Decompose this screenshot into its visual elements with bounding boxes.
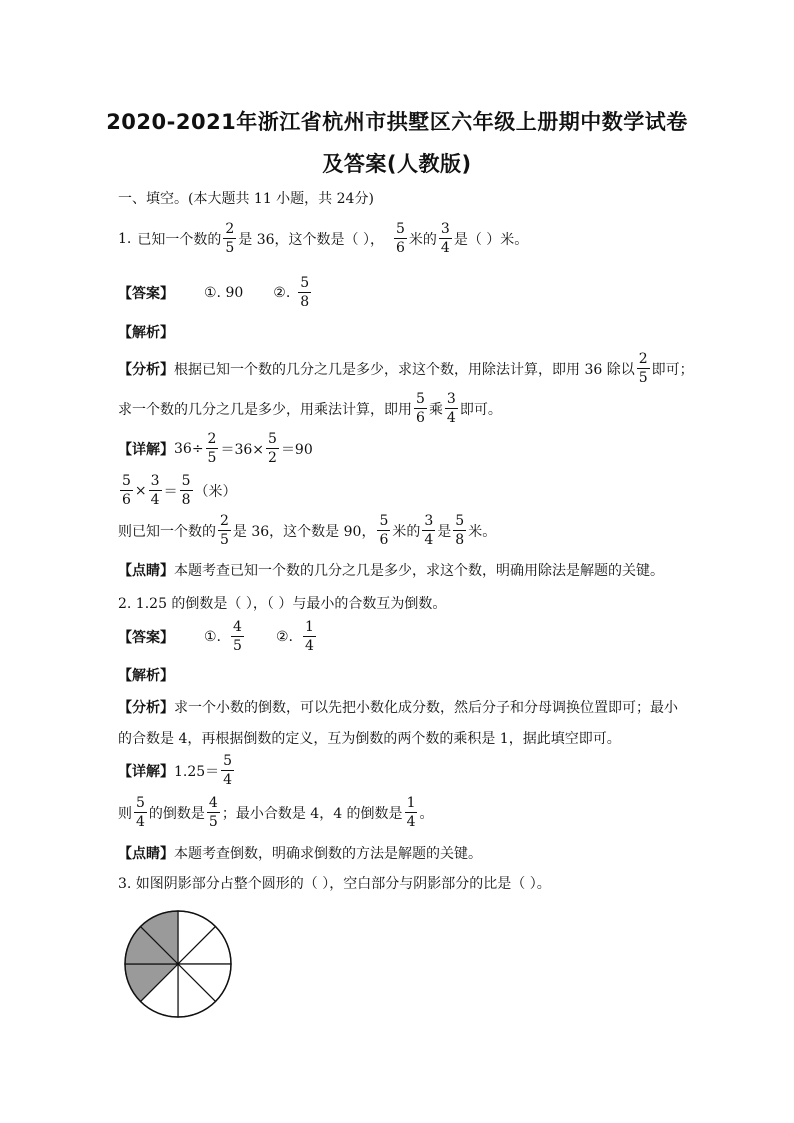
numerator: 1 <box>304 619 314 635</box>
fraction <box>439 222 452 255</box>
dianjing-text: 本题考查倒数，明确求倒数的方法是解题的关键。 <box>174 846 482 862</box>
detail-label: 【详解】 <box>118 763 174 780</box>
q2-fenxi-line1 <box>118 697 678 717</box>
numerator: 3 <box>424 513 434 529</box>
denominator: 8 <box>455 532 465 548</box>
document-title-line2: 及答案(人教版) <box>322 152 472 176</box>
detail-text: 。 <box>419 805 434 822</box>
q1-fenxi-line1 <box>118 352 694 385</box>
q1-analysis-label: 【解析】 <box>118 325 174 341</box>
detail-text: × <box>134 482 147 499</box>
numerator: 5 <box>396 221 405 237</box>
q2-analysis-label: 【解析】 <box>118 668 174 684</box>
q1-text: 是（ ）米。 <box>453 231 529 248</box>
numerator: 4 <box>233 619 242 635</box>
q2-fenxi-line2: 的合数是 4，再根据倒数的定义，互为倒数的两个数的乘积是 1，据此填空即可。 <box>118 731 621 747</box>
fraction <box>266 432 279 465</box>
fenxi-text: 根据已知一个数的几分之几是多少，求这个数，用除法计算，即用 36 除以 <box>174 361 635 378</box>
fraction <box>453 514 466 547</box>
fraction <box>180 474 193 507</box>
denominator: 4 <box>424 532 434 548</box>
numerator: 2 <box>220 513 229 529</box>
denominator: 6 <box>379 532 389 548</box>
q1-answer <box>118 276 313 309</box>
fenxi-text: 乘 <box>428 401 443 418</box>
numerator: 5 <box>181 473 191 489</box>
fraction <box>298 276 311 309</box>
q1-detail-line1 <box>118 432 313 465</box>
numerator: 3 <box>446 391 456 407</box>
denominator: 5 <box>208 814 218 830</box>
fraction <box>414 392 427 425</box>
fraction <box>231 620 244 653</box>
q1-fenxi-line2 <box>118 392 502 425</box>
q2-dianjing <box>118 843 482 863</box>
denominator: 5 <box>220 532 229 548</box>
denominator: 4 <box>440 240 450 256</box>
denominator: 6 <box>416 410 425 426</box>
fraction <box>405 796 418 829</box>
detail-text: ；最小合数是 4，4 的倒数是 <box>221 805 403 822</box>
denominator: 5 <box>207 450 217 466</box>
fraction <box>223 222 236 255</box>
numerator: 5 <box>136 795 145 811</box>
fraction <box>422 514 435 547</box>
fraction <box>445 392 458 425</box>
denominator: 8 <box>181 492 191 508</box>
q2-detail-line1 <box>118 754 236 787</box>
denominator: 4 <box>223 772 233 788</box>
detail-label: 【详解】 <box>118 441 174 458</box>
denominator: 5 <box>233 638 242 654</box>
numerator: 5 <box>379 513 389 529</box>
denominator: 5 <box>225 240 235 256</box>
dianjing-label: 【点睛】 <box>118 846 174 862</box>
denominator: 5 <box>638 370 648 386</box>
numerator: 1 <box>406 795 416 811</box>
fraction <box>303 620 316 653</box>
denominator: 2 <box>268 450 277 466</box>
detail-text: 米。 <box>468 523 497 540</box>
denominator: 4 <box>150 492 160 508</box>
q1-text: 是 36，这个数是（ ）， <box>238 231 384 248</box>
detail-text: 是 <box>437 523 452 540</box>
q1-detail-line3 <box>118 514 496 547</box>
q1-text: 已知一个数的 <box>137 231 222 248</box>
detail-text: 则已知一个数的 <box>118 523 216 540</box>
document-title-line1: 2020-2021年浙江省杭州市拱墅区六年级上册期中数学试卷 <box>106 110 688 134</box>
detail-text: 的倒数是 <box>148 805 205 822</box>
q1-dianjing <box>118 560 664 580</box>
answer-value: ②. <box>273 284 291 301</box>
numerator: 5 <box>122 473 131 489</box>
answer-label: 【答案】 <box>118 629 174 646</box>
denominator: 4 <box>446 410 456 426</box>
fenxi-label: 【分析】 <box>118 361 174 378</box>
fraction <box>218 514 231 547</box>
numerator: 5 <box>268 431 277 447</box>
q1-text: 米的 <box>408 231 437 248</box>
fenxi-label: 【分析】 <box>118 700 174 716</box>
denominator: 4 <box>304 638 314 654</box>
q2-detail-line2 <box>118 796 433 829</box>
fraction <box>134 796 147 829</box>
numerator: 5 <box>223 753 233 769</box>
denominator: 8 <box>300 294 310 310</box>
shaded-circle-diagram <box>122 908 234 1020</box>
denominator: 6 <box>396 240 405 256</box>
dianjing-text: 本题考查已知一个数的几分之几是多少，求这个数，明确用除法是解题的关键。 <box>174 563 664 579</box>
fraction <box>149 474 162 507</box>
question-3: 3. 如图阴影部分占整个圆形的（ ），空白部分与阴影部分的比是（ ）。 <box>118 876 551 892</box>
fenxi-text: 即可； <box>651 361 694 378</box>
denominator: 4 <box>136 814 145 830</box>
section-heading: 一、填空。(本大题共 11 小题，共 24分) <box>118 191 374 207</box>
numerator: 4 <box>208 795 218 811</box>
detail-text: 是 36，这个数是 90， <box>232 523 376 540</box>
numerator: 2 <box>225 221 235 237</box>
numerator: 2 <box>207 431 217 447</box>
fraction <box>377 514 390 547</box>
q2-answer <box>118 620 318 653</box>
denominator: 6 <box>122 492 131 508</box>
detail-text: ＝ <box>163 483 178 500</box>
question-1 <box>118 222 528 255</box>
answer-label: 【答案】 <box>118 285 174 302</box>
numerator: 5 <box>300 275 310 291</box>
fenxi-text: 求一个数的几分之几是多少，用乘法计算，即用 <box>118 401 412 418</box>
detail-text: ＝90 <box>280 441 313 458</box>
denominator: 4 <box>406 814 416 830</box>
detail-text: （米） <box>194 483 237 500</box>
detail-text: 36÷ <box>174 440 204 457</box>
question-number: 1. <box>118 230 132 247</box>
answer-value: ②. <box>275 628 293 645</box>
fraction <box>207 796 220 829</box>
numerator: 3 <box>440 221 450 237</box>
answer-value: ①. 90 <box>204 284 244 301</box>
fraction <box>120 474 133 507</box>
detail-text: 1.25＝ <box>174 763 220 780</box>
dianjing-label: 【点睛】 <box>118 563 174 579</box>
numerator: 5 <box>416 391 425 407</box>
fenxi-text: 即可。 <box>459 401 502 418</box>
fraction <box>394 222 407 255</box>
detail-text: 米的 <box>392 523 421 540</box>
fraction <box>206 432 219 465</box>
numerator: 5 <box>455 513 465 529</box>
q1-detail-line2 <box>118 474 237 507</box>
fenxi-text: 求一个小数的倒数，可以先把小数化成分数，然后分子和分母调换位置即可；最小 <box>174 700 678 716</box>
detail-text: ＝36× <box>220 441 265 458</box>
numerator: 3 <box>150 473 160 489</box>
numerator: 2 <box>638 351 648 367</box>
answer-value: ①. <box>204 628 222 645</box>
detail-text: 则 <box>118 805 132 822</box>
fraction <box>637 352 650 385</box>
fraction <box>221 754 234 787</box>
question-2: 2. 1.25 的倒数是（ ），（ ）与最小的合数互为倒数。 <box>118 596 447 612</box>
